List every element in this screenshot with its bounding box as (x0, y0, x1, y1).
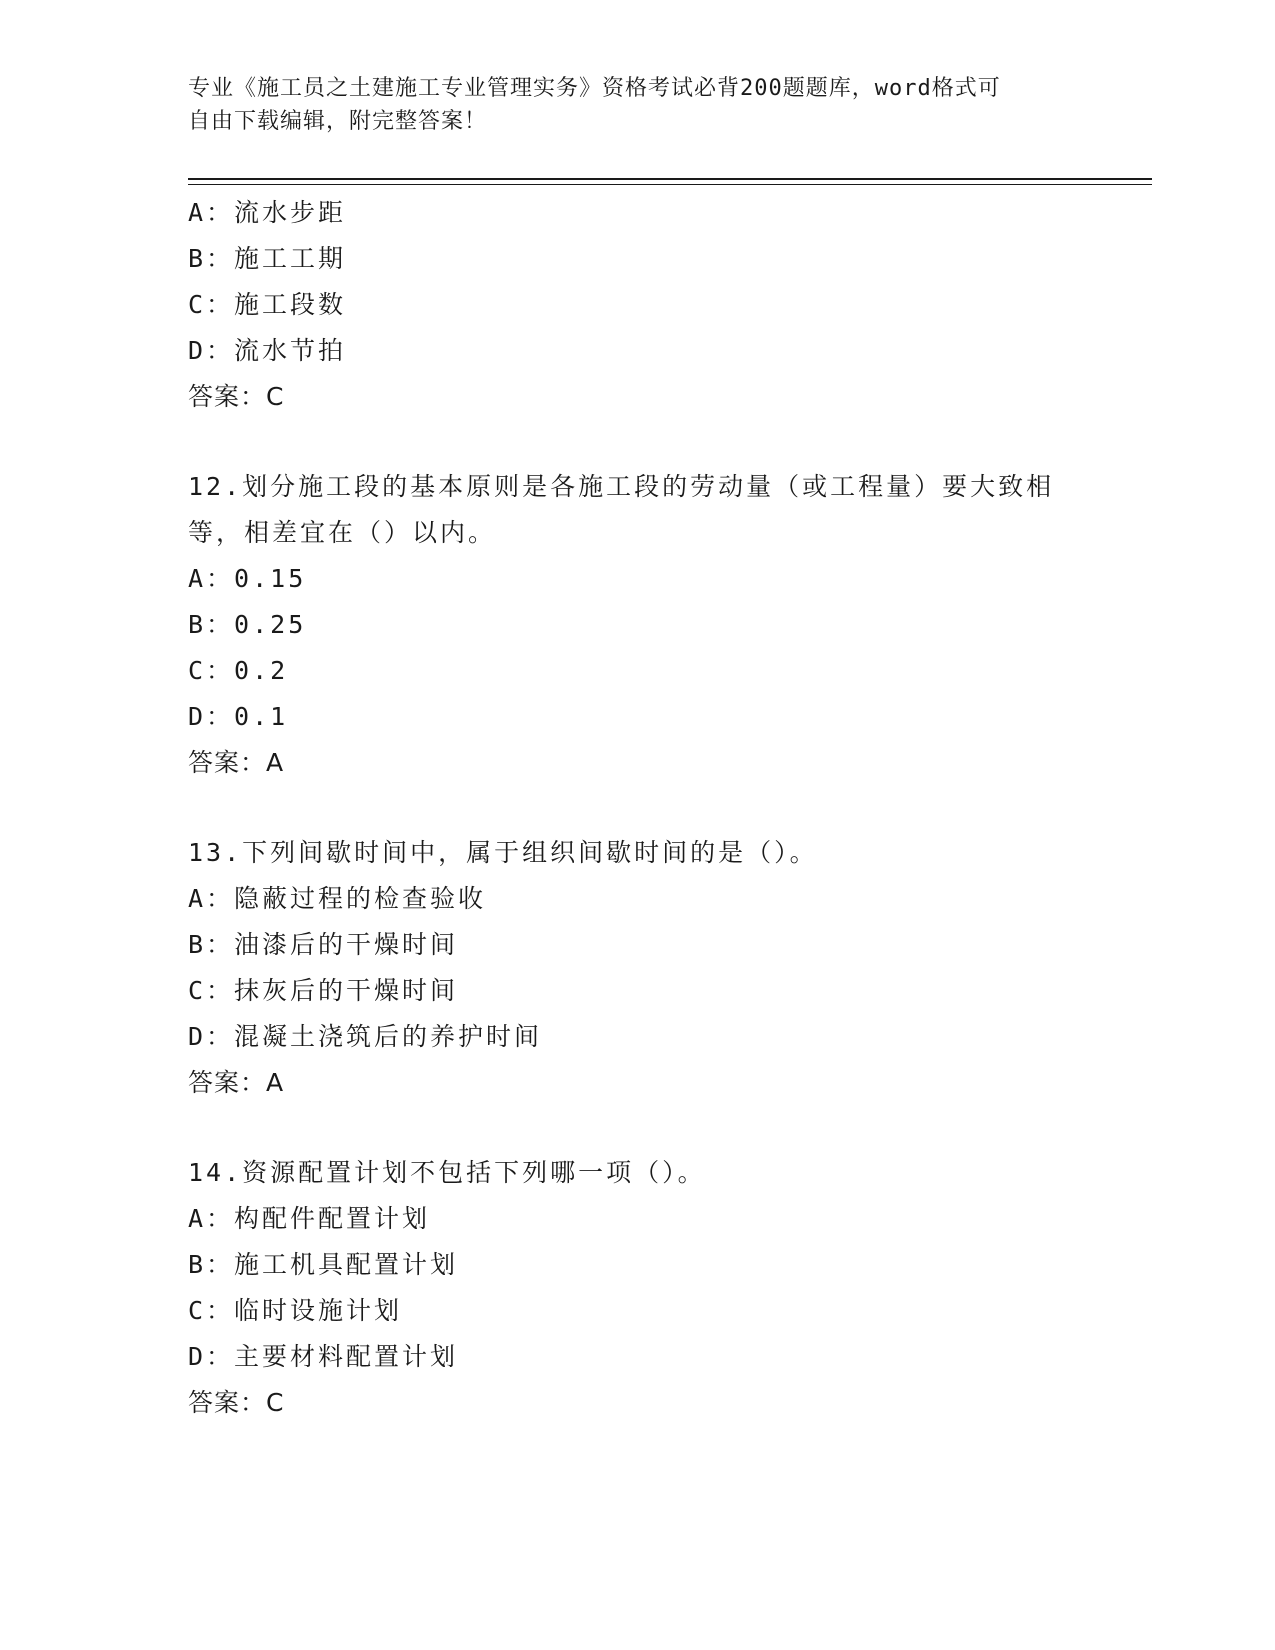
header-line-2: 自由下载编辑，附完整答案！ (188, 109, 488, 134)
option-b: B：油漆后的干燥时间 (188, 930, 459, 959)
option-c: C：临时设施计划 (188, 1296, 403, 1325)
answer-line: 答案：C (188, 1388, 285, 1417)
spacer (188, 420, 1088, 464)
spacer (188, 1106, 1088, 1150)
question-11 (188, 190, 1088, 420)
option-b: B：0.25 (188, 610, 307, 639)
option-a: A：隐蔽过程的检查验收 (188, 884, 487, 913)
option-d: D：主要材料配置计划 (188, 1342, 459, 1371)
question-stem: 13.下列间歇时间中，属于组织间歇时间的是（）。 (188, 838, 818, 867)
question-12 (188, 464, 1088, 786)
option-d: D：混凝土浇筑后的养护时间 (188, 1022, 543, 1051)
option-c: C：0.2 (188, 656, 289, 685)
question-14 (188, 1150, 1088, 1426)
option-a: A：0.15 (188, 564, 307, 593)
option-a: A：构配件配置计划 (188, 1204, 431, 1233)
option-a: A：流水步距 (188, 198, 347, 227)
question-list (188, 190, 1088, 1426)
header-divider-thick (188, 178, 1152, 180)
spacer (188, 786, 1088, 830)
question-stem: 14.资源配置计划不包括下列哪一项（）。 (188, 1158, 706, 1187)
header-divider-thin (188, 184, 1152, 185)
question-stem: 12.划分施工段的基本原则是各施工段的劳动量（或工程量）要大致相 (188, 472, 1055, 501)
header-line-1: 专业《施工员之土建施工专业管理实务》资格考试必背200题题库，word格式可 (188, 76, 1001, 101)
document-header (188, 72, 1088, 138)
option-b: B：施工机具配置计划 (188, 1250, 459, 1279)
option-b: B：施工工期 (188, 244, 347, 273)
question-13 (188, 830, 1088, 1106)
answer-line: 答案：A (188, 748, 285, 777)
question-stem-continued: 等，相差宜在（）以内。 (188, 518, 497, 547)
option-c: C：抹灰后的干燥时间 (188, 976, 459, 1005)
option-c: C：施工段数 (188, 290, 347, 319)
option-d: D：0.1 (188, 702, 289, 731)
option-d: D：流水节拍 (188, 336, 347, 365)
answer-line: 答案：A (188, 1068, 285, 1097)
answer-line: 答案：C (188, 382, 285, 411)
